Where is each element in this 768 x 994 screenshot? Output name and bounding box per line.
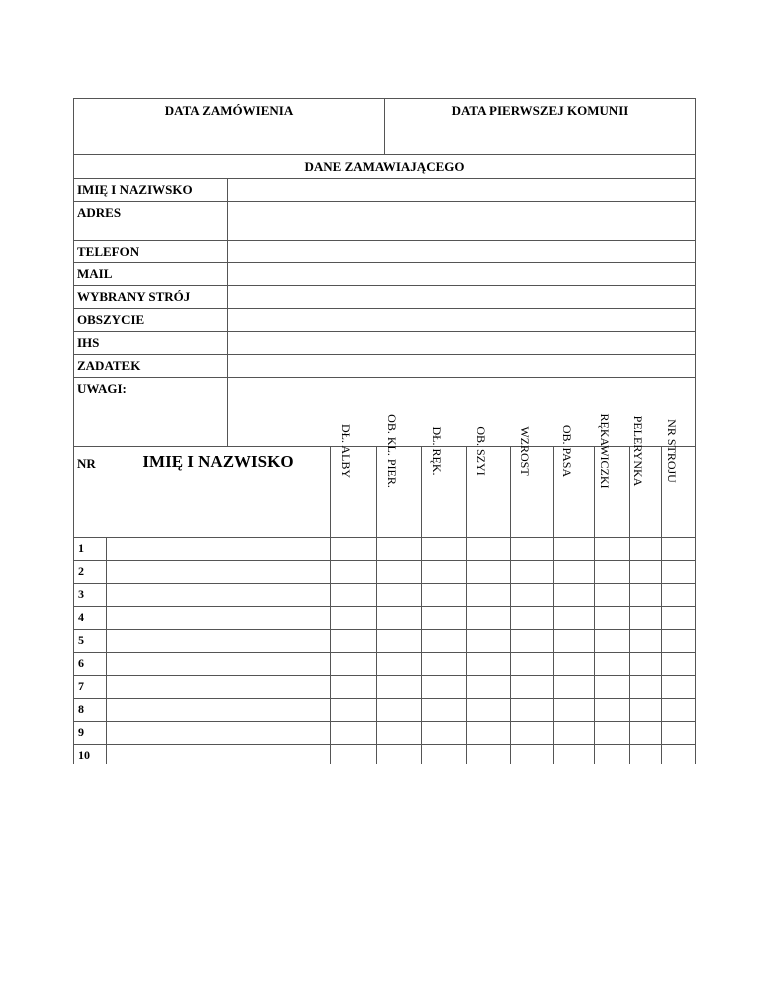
table-cell[interactable] — [467, 745, 510, 767]
measure-header: NR STROJU — [664, 419, 679, 483]
table-cell[interactable] — [554, 538, 594, 560]
table-cell[interactable] — [467, 653, 510, 675]
table-cell[interactable] — [422, 561, 466, 583]
measure-header: PELERYNKA — [631, 415, 645, 487]
ihs-label: IHS — [77, 335, 100, 350]
nr-header: NR — [77, 456, 96, 471]
measure-header: WZROST — [517, 426, 532, 476]
order-date-label: DATA ZAMÓWIENIA — [164, 103, 294, 118]
measure-header: OB. SZYI — [474, 426, 488, 476]
measure-header: OB. KL. PIER. — [384, 414, 399, 488]
table-cell[interactable] — [107, 607, 330, 629]
table-cell[interactable] — [662, 653, 696, 675]
table-cell[interactable] — [554, 653, 594, 675]
table-cell[interactable] — [630, 699, 661, 721]
row-number: 2 — [78, 564, 84, 578]
table-cell[interactable] — [554, 561, 594, 583]
table-cell[interactable] — [662, 676, 696, 698]
table-cell[interactable] — [511, 699, 553, 721]
table-cell[interactable] — [377, 653, 421, 675]
communion-date-label: DATA PIERWSZEJ KOMUNII — [451, 103, 629, 118]
trim-input[interactable] — [227, 308, 696, 332]
table-cell[interactable] — [107, 676, 330, 698]
table-cell[interactable] — [331, 653, 376, 675]
customer-name-label: IMIĘ I NAZIWSKO — [77, 182, 193, 197]
table-cell[interactable] — [331, 607, 376, 629]
table-cell[interactable] — [630, 584, 661, 606]
deposit-input[interactable] — [227, 354, 696, 378]
table-cell[interactable] — [331, 584, 376, 606]
table-cell[interactable] — [630, 607, 661, 629]
table-cell[interactable] — [422, 676, 466, 698]
row-number: 6 — [78, 656, 84, 670]
phone-label: TELEFON — [77, 244, 140, 259]
table-cell[interactable] — [422, 630, 466, 652]
table-cell[interactable] — [662, 607, 696, 629]
table-cell[interactable] — [511, 630, 553, 652]
table-cell[interactable] — [595, 561, 629, 583]
name-header: IMIĘ I NAZWISKO — [142, 452, 294, 471]
table-cell[interactable] — [422, 653, 466, 675]
table-cell[interactable] — [595, 722, 629, 744]
table-cell[interactable] — [331, 538, 376, 560]
row-number: 9 — [78, 725, 84, 739]
table-cell[interactable] — [331, 561, 376, 583]
table-cell[interactable] — [595, 653, 629, 675]
table-cell[interactable] — [511, 584, 553, 606]
table-cell[interactable] — [662, 699, 696, 721]
table-cell[interactable] — [595, 676, 629, 698]
table-cell[interactable] — [511, 607, 553, 629]
table-cell[interactable] — [554, 745, 594, 767]
table-cell[interactable] — [377, 699, 421, 721]
table-cell[interactable] — [331, 699, 376, 721]
row-number: 5 — [78, 633, 84, 647]
table-cell[interactable] — [467, 699, 510, 721]
table-cell[interactable] — [467, 722, 510, 744]
table-cell[interactable] — [554, 722, 594, 744]
table-cell[interactable] — [662, 630, 696, 652]
mail-input[interactable] — [227, 262, 696, 286]
measure-header: RĘKAWICZKI — [597, 413, 612, 489]
ihs-input[interactable] — [227, 331, 696, 355]
table-cell[interactable] — [595, 745, 629, 767]
table-cell[interactable] — [107, 584, 330, 606]
table-cell[interactable] — [630, 653, 661, 675]
table-cell[interactable] — [467, 630, 510, 652]
notes-label: UWAGI: — [77, 381, 127, 396]
table-cell[interactable] — [377, 584, 421, 606]
table-cell[interactable] — [662, 722, 696, 744]
table-cell[interactable] — [331, 745, 376, 767]
table-cell[interactable] — [331, 722, 376, 744]
table-cell[interactable] — [422, 584, 466, 606]
table-cell[interactable] — [554, 630, 594, 652]
table-cell[interactable] — [630, 561, 661, 583]
table-cell[interactable] — [467, 607, 510, 629]
table-cell[interactable] — [377, 538, 421, 560]
customer-section-title: DANE ZAMAWIAJĄCEGO — [304, 159, 465, 174]
table-cell[interactable] — [662, 538, 696, 560]
customer-name-input[interactable] — [227, 178, 696, 202]
table-cell[interactable] — [331, 630, 376, 652]
table-cell[interactable] — [107, 722, 330, 744]
table-cell[interactable] — [630, 630, 661, 652]
table-cell[interactable] — [422, 538, 466, 560]
row-number: 7 — [78, 679, 84, 693]
table-cell[interactable] — [554, 699, 594, 721]
table-cell[interactable] — [107, 745, 330, 767]
table-cell[interactable] — [554, 607, 594, 629]
table-cell[interactable] — [467, 561, 510, 583]
table-cell[interactable] — [467, 676, 510, 698]
table-cell[interactable] — [595, 630, 629, 652]
table-cell[interactable] — [422, 722, 466, 744]
table-cell[interactable] — [422, 607, 466, 629]
table-cell[interactable] — [662, 745, 696, 767]
row-number: 8 — [78, 702, 84, 716]
address-label: ADRES — [77, 205, 122, 220]
measure-header: DŁ. RĘK. — [429, 426, 444, 476]
table-cell[interactable] — [467, 538, 510, 560]
table-cell[interactable] — [595, 699, 629, 721]
table-cell[interactable] — [377, 722, 421, 744]
table-cell[interactable] — [595, 584, 629, 606]
table-cell[interactable] — [554, 676, 594, 698]
mail-label: MAIL — [77, 266, 113, 281]
row-number: 3 — [78, 587, 84, 601]
table-cell[interactable] — [630, 745, 661, 767]
table-cell[interactable] — [377, 561, 421, 583]
table-cell[interactable] — [107, 561, 330, 583]
table-cell[interactable] — [595, 607, 629, 629]
table-cell[interactable] — [595, 538, 629, 560]
row-number: 1 — [78, 541, 84, 555]
costume-label: WYBRANY STRÓJ — [77, 289, 191, 304]
order-form — [73, 98, 696, 764]
table-cell[interactable] — [377, 745, 421, 767]
table-cell[interactable] — [630, 676, 661, 698]
table-cell[interactable] — [331, 676, 376, 698]
table-cell[interactable] — [511, 538, 553, 560]
table-cell[interactable] — [630, 538, 661, 560]
table-cell[interactable] — [467, 584, 510, 606]
row-number: 10 — [78, 748, 90, 762]
measure-header: OB. PASA — [559, 424, 574, 478]
notes-input[interactable] — [227, 377, 696, 447]
table-cell[interactable] — [377, 676, 421, 698]
table-cell[interactable] — [107, 699, 330, 721]
measure-header: DŁ. ALBY — [339, 424, 353, 478]
table-cell[interactable] — [511, 745, 553, 767]
table-cell[interactable] — [107, 630, 330, 652]
table-cell[interactable] — [107, 538, 330, 560]
table-cell[interactable] — [662, 584, 696, 606]
table-cell[interactable] — [422, 699, 466, 721]
row-number: 4 — [78, 610, 84, 624]
table-cell[interactable] — [422, 745, 466, 767]
table-cell[interactable] — [511, 653, 553, 675]
trim-label: OBSZYCIE — [77, 312, 145, 327]
table-cell[interactable] — [377, 630, 421, 652]
address-input[interactable] — [227, 201, 696, 241]
table-cell[interactable] — [511, 676, 553, 698]
table-cell[interactable] — [511, 561, 553, 583]
table-cell[interactable] — [377, 607, 421, 629]
costume-input[interactable] — [227, 285, 696, 309]
table-cell[interactable] — [630, 722, 661, 744]
deposit-label: ZADATEK — [77, 358, 141, 373]
table-cell[interactable] — [511, 722, 553, 744]
table-cell[interactable] — [107, 653, 330, 675]
table-cell[interactable] — [662, 561, 696, 583]
table-cell[interactable] — [554, 584, 594, 606]
phone-input[interactable] — [227, 240, 696, 263]
